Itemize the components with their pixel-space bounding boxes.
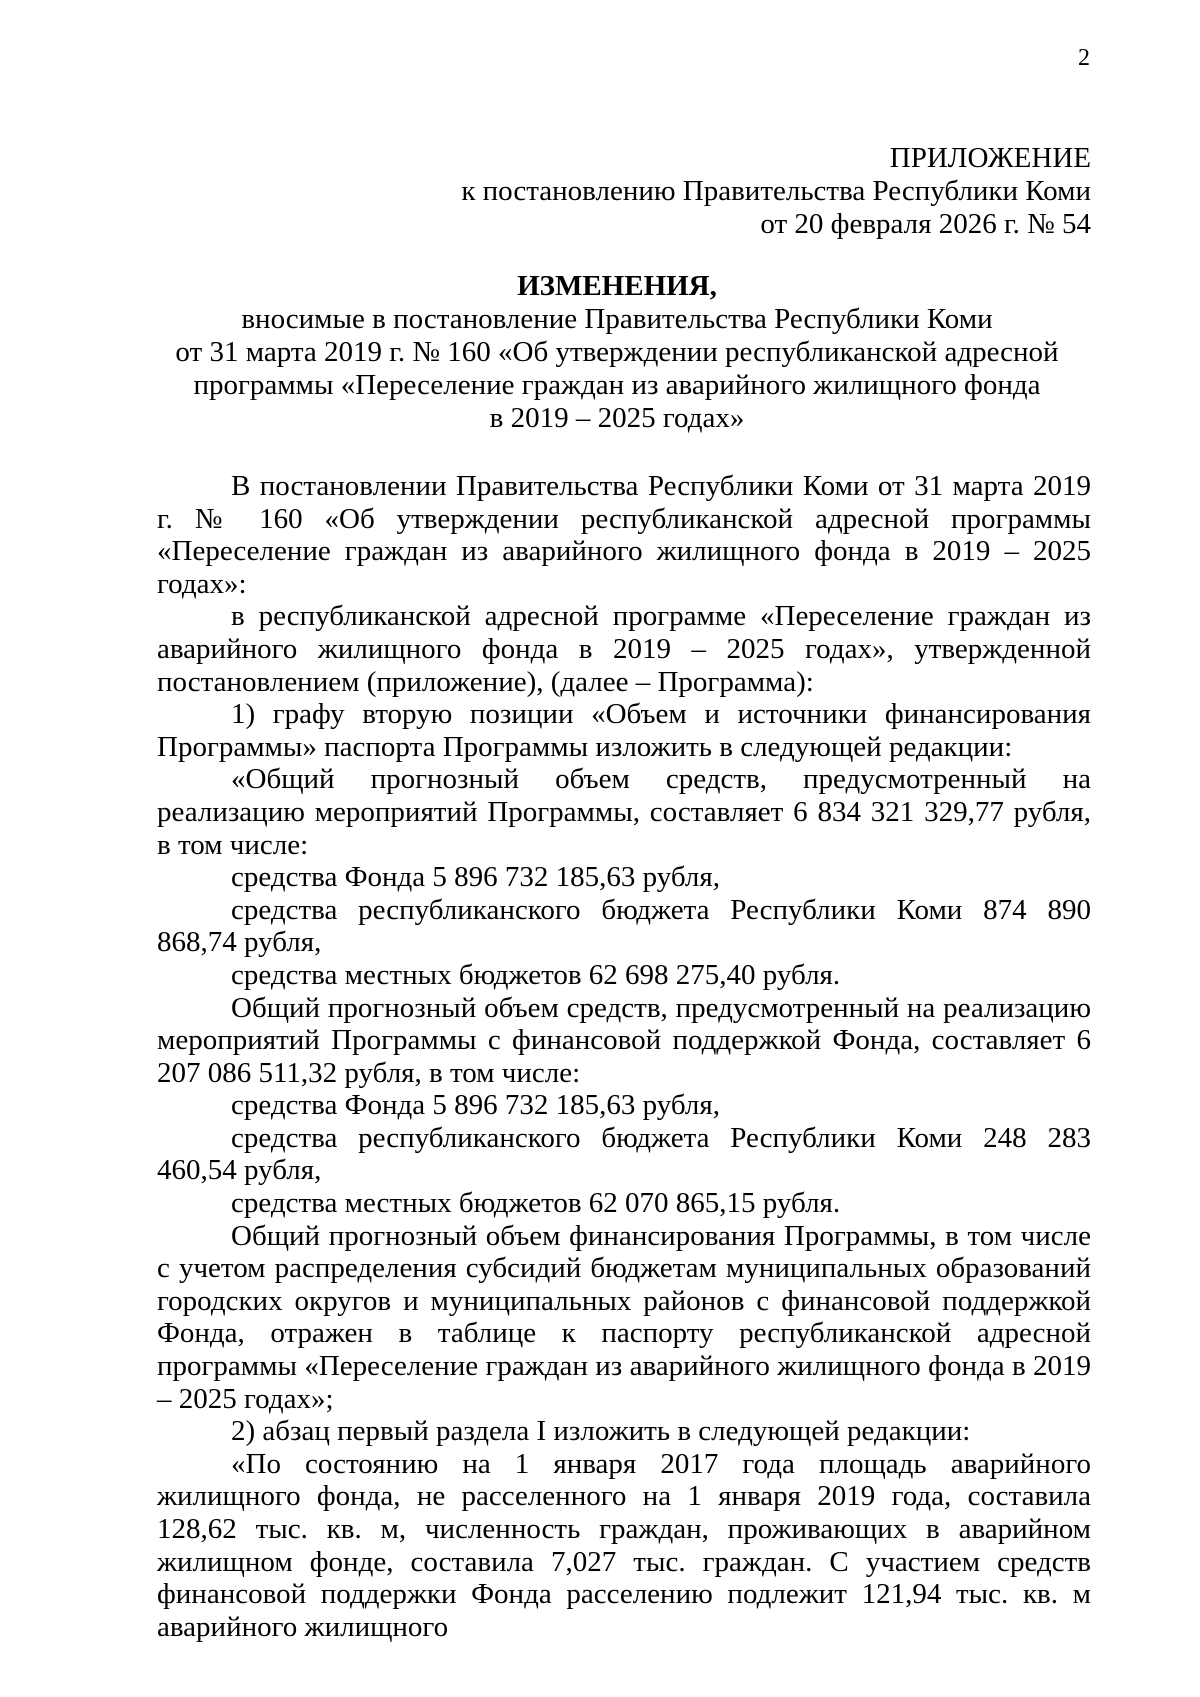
paragraph: Общий прогнозный объем финансирования Программы, в том числе с учетом распределения субсидий бюджетам муниципальных образований городских округов и муниципальных районов с финансовой поддержкой Фонда, отражен в таблице к паспорту республиканской адресной программы «Переселение граждан из аварийного жилищного фонда в 2019 – 2025 годах»; [157, 1219, 1091, 1415]
document-title-block [155, 270, 1079, 435]
title-line-3: программы «Переселение граждан из аварийного жилищного фонда [193, 369, 1041, 401]
title-line-1: вносимые в постановление Правительства Республики Коми [241, 303, 993, 335]
paragraph: средства республиканского бюджета Республики Коми 248 283 460,54 рубля, [157, 1121, 1091, 1187]
paragraph: «По состоянию на 1 января 2017 года площадь аварийного жилищного фонда, не расселенного на 1 января 2019 года, составила 128,62 тыс. кв. м, численность граждан, проживающих в аварийном жилищном фонде, составила 7,027 тыс. граждан. С участием средств финансовой поддержки Фонда расселению подлежит 121,94 тыс. кв. м аварийного жилищного [157, 1447, 1091, 1643]
title-line-2: от 31 марта 2019 г. № 160 «Об утверждении республиканской адресной [175, 336, 1059, 368]
document-body [157, 470, 1091, 1643]
document-heading: ИЗМЕНЕНИЯ, [517, 270, 717, 302]
appendix-reference: к постановлению Правительства Республики Коми [461, 175, 1091, 207]
appendix-block [461, 142, 1091, 241]
paragraph: Общий прогнозный объем средств, предусмотренный на реализацию мероприятий Программы с финансовой поддержкой Фонда, составляет 6 207 086 511,32 рубля, в том числе: [157, 991, 1091, 1089]
paragraph: средства местных бюджетов 62 698 275,40 рубля. [231, 958, 841, 991]
paragraph: средства Фонда 5 896 732 185,63 рубля, [231, 861, 720, 894]
paragraph: 1) графу вторую позиции «Объем и источники финансирования Программы» паспорта Программы изложить в следующей редакции: [157, 698, 1091, 763]
paragraph: 2) абзац первый раздела I изложить в следующей редакции: [231, 1415, 971, 1448]
paragraph: «Общий прогнозный объем средств, предусмотренный на реализацию мероприятий Программы, составляет 6 834 321 329,77 рубля, в том числе: [157, 763, 1091, 861]
appendix-label: ПРИЛОЖЕНИЕ [889, 142, 1091, 174]
appendix-date-number: от 20 февраля 2026 г. № 54 [760, 208, 1091, 240]
paragraph: средства республиканского бюджета Республики Коми 874 890 868,74 рубля, [157, 893, 1091, 959]
paragraph: средства Фонда 5 896 732 185,63 рубля, [231, 1089, 720, 1122]
paragraph: средства местных бюджетов 62 070 865,15 рубля. [231, 1187, 841, 1220]
page-number: 2 [1078, 45, 1090, 71]
title-line-4: в 2019 – 2025 годах» [489, 402, 745, 434]
paragraph: в республиканской адресной программе «Переселение граждан из аварийного жилищного фонда в 2019 – 2025 годах», утвержденной постановлением (приложение), (далее – Программа): [157, 600, 1091, 698]
paragraph: В постановлении Правительства Республики Коми от 31 марта 2019 г. № 160 «Об утверждении республиканской адресной программы «Переселение граждан из аварийного жилищного фонда в 2019 – 2025 годах»: [157, 470, 1091, 600]
